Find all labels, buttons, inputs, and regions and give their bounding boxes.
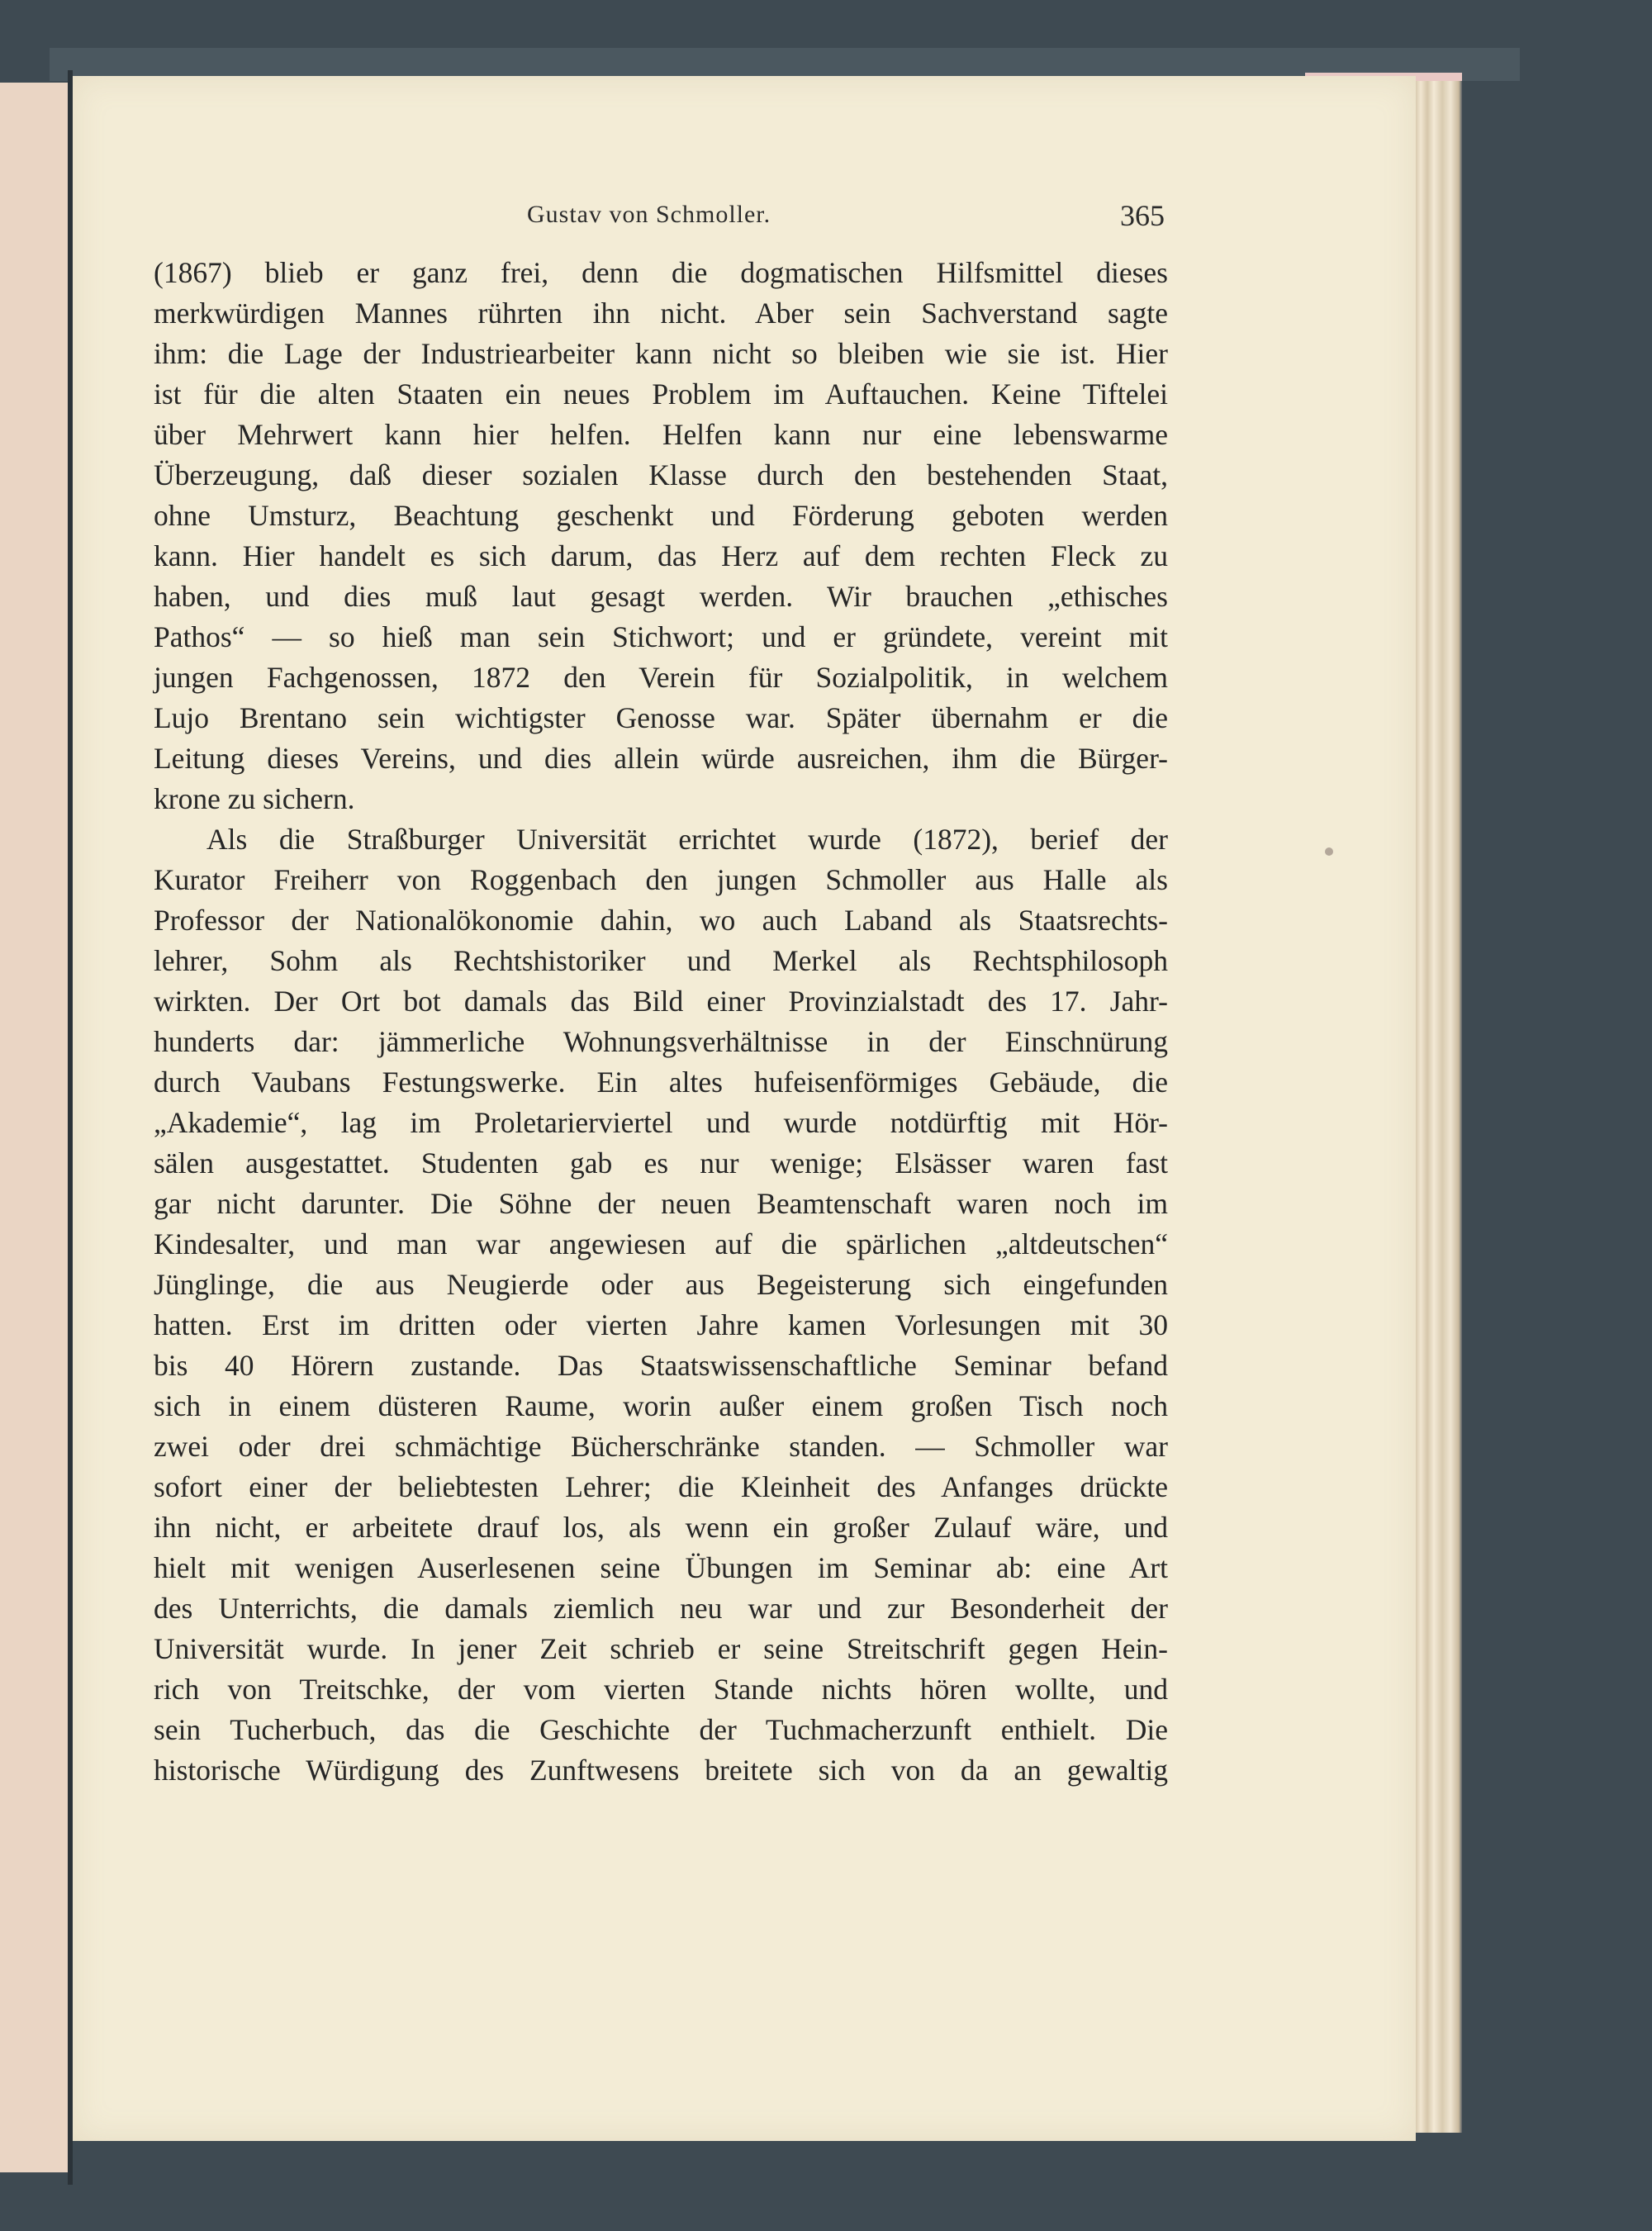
text-line: (1867) blieb er ganz frei, denn die dogmatischen Hilfsmittel dieses <box>154 256 1168 289</box>
text-line: sich in einem düsteren Raume, worin außer einem großen Tisch noch <box>154 1389 1168 1422</box>
text-line: sein Tucherbuch, das die Geschichte der Tuchmacherzunft enthielt. Die <box>154 1713 1168 1746</box>
text-line: Lujo Brentano sein wichtigster Genosse war. Später übernahm er die <box>154 701 1168 734</box>
text-line: ihm: die Lage der Industriearbeiter kann nicht so bleiben wie sie ist. Hier <box>154 337 1168 370</box>
facing-page-edge <box>0 83 68 2172</box>
body-text <box>154 253 1168 1791</box>
running-head: Gustav von Schmoller. <box>527 201 771 228</box>
text-line: jungen Fachgenossen, 1872 den Verein für Sozialpolitik, in welchem <box>154 661 1168 694</box>
text-line: Kurator Freiherr von Roggenbach den jungen Schmoller aus Halle als <box>154 863 1168 896</box>
text-line: zwei oder drei schmächtige Bücherschränke standen. — Schmoller war <box>154 1430 1168 1463</box>
page-number: 365 <box>1120 199 1165 232</box>
text-line: hielt mit wenigen Auserlesenen seine Übungen im Seminar ab: eine Art <box>154 1551 1168 1584</box>
text-line: sälen ausgestattet. Studenten gab es nur wenige; Elsässer waren fast <box>154 1146 1168 1180</box>
text-line: haben, und dies muß laut gesagt werden. Wir brauchen „ethisches <box>154 580 1168 613</box>
text-line: krone zu sichern. <box>154 782 355 815</box>
text-line: Universität wurde. In jener Zeit schrieb er seine Streitschrift gegen Hein- <box>154 1632 1168 1665</box>
paper-spot <box>1325 847 1333 856</box>
text-line: kann. Hier handelt es sich darum, das Herz auf dem rechten Fleck zu <box>154 539 1168 572</box>
text-line: Leitung dieses Vereins, und dies allein würde ausreichen, ihm die Bürger- <box>154 742 1168 775</box>
text-line: ihn nicht, er arbeitete drauf los, als wenn ein großer Zulauf wäre, und <box>154 1511 1168 1544</box>
text-line: gar nicht darunter. Die Söhne der neuen Beamtenschaft waren noch im <box>154 1187 1168 1220</box>
text-line: durch Vaubans Festungswerke. Ein altes hufeisenförmiges Gebäude, die <box>154 1066 1168 1099</box>
text-line: merkwürdigen Mannes rührten ihn nicht. Aber sein Sachverstand sagte <box>154 297 1168 330</box>
text-line: „Akademie“, lag im Proletarierviertel und wurde notdürftig mit Hör- <box>154 1106 1168 1139</box>
text-line: über Mehrwert kann hier helfen. Helfen kann nur eine lebenswarme <box>154 418 1168 451</box>
text-line: Professor der Nationalökonomie dahin, wo auch Laband als Staatsrechts- <box>154 904 1168 937</box>
text-line: Als die Straßburger Universität errichtet wurde (1872), berief der <box>206 823 1168 856</box>
text-line: ist für die alten Staaten ein neues Problem im Auftauchen. Keine Tiftelei <box>154 377 1168 411</box>
page-block-edge <box>1411 76 1462 2133</box>
text-line: des Unterrichts, die damals ziemlich neu war und zur Besonderheit der <box>154 1592 1168 1625</box>
text-line: historische Würdigung des Zunftwesens breitete sich von da an gewaltig <box>154 1754 1168 1787</box>
text-line: rich von Treitschke, der vom vierten Stande nichts hören wollte, und <box>154 1673 1168 1706</box>
text-line: hunderts dar: jämmerliche Wohnungsverhältnisse in der Einschnürung <box>154 1025 1168 1058</box>
text-line: wirkten. Der Ort bot damals das Bild einer Provinzialstadt des 17. Jahr- <box>154 985 1168 1018</box>
text-line: hatten. Erst im dritten oder vierten Jahre kamen Vorlesungen mit 30 <box>154 1308 1168 1341</box>
text-line: Kindesalter, und man war angewiesen auf die spärlichen „altdeutschen“ <box>154 1227 1168 1260</box>
text-line: Jünglinge, die aus Neugierde oder aus Begeisterung sich eingefunden <box>154 1268 1168 1301</box>
text-line: Pathos“ — so hieß man sein Stichwort; und er gründete, vereint mit <box>154 620 1168 653</box>
text-line: Überzeugung, daß dieser sozialen Klasse durch den bestehenden Staat, <box>154 458 1168 491</box>
text-line: ohne Umsturz, Beachtung geschenkt und Förderung geboten werden <box>154 499 1168 532</box>
text-line: bis 40 Hörern zustande. Das Staatswissenschaftliche Seminar befand <box>154 1349 1168 1382</box>
text-line: lehrer, Sohm als Rechtshistoriker und Merkel als Rechtsphilosoph <box>154 944 1168 977</box>
text-line: sofort einer der beliebtesten Lehrer; die Kleinheit des Anfanges drückte <box>154 1470 1168 1503</box>
